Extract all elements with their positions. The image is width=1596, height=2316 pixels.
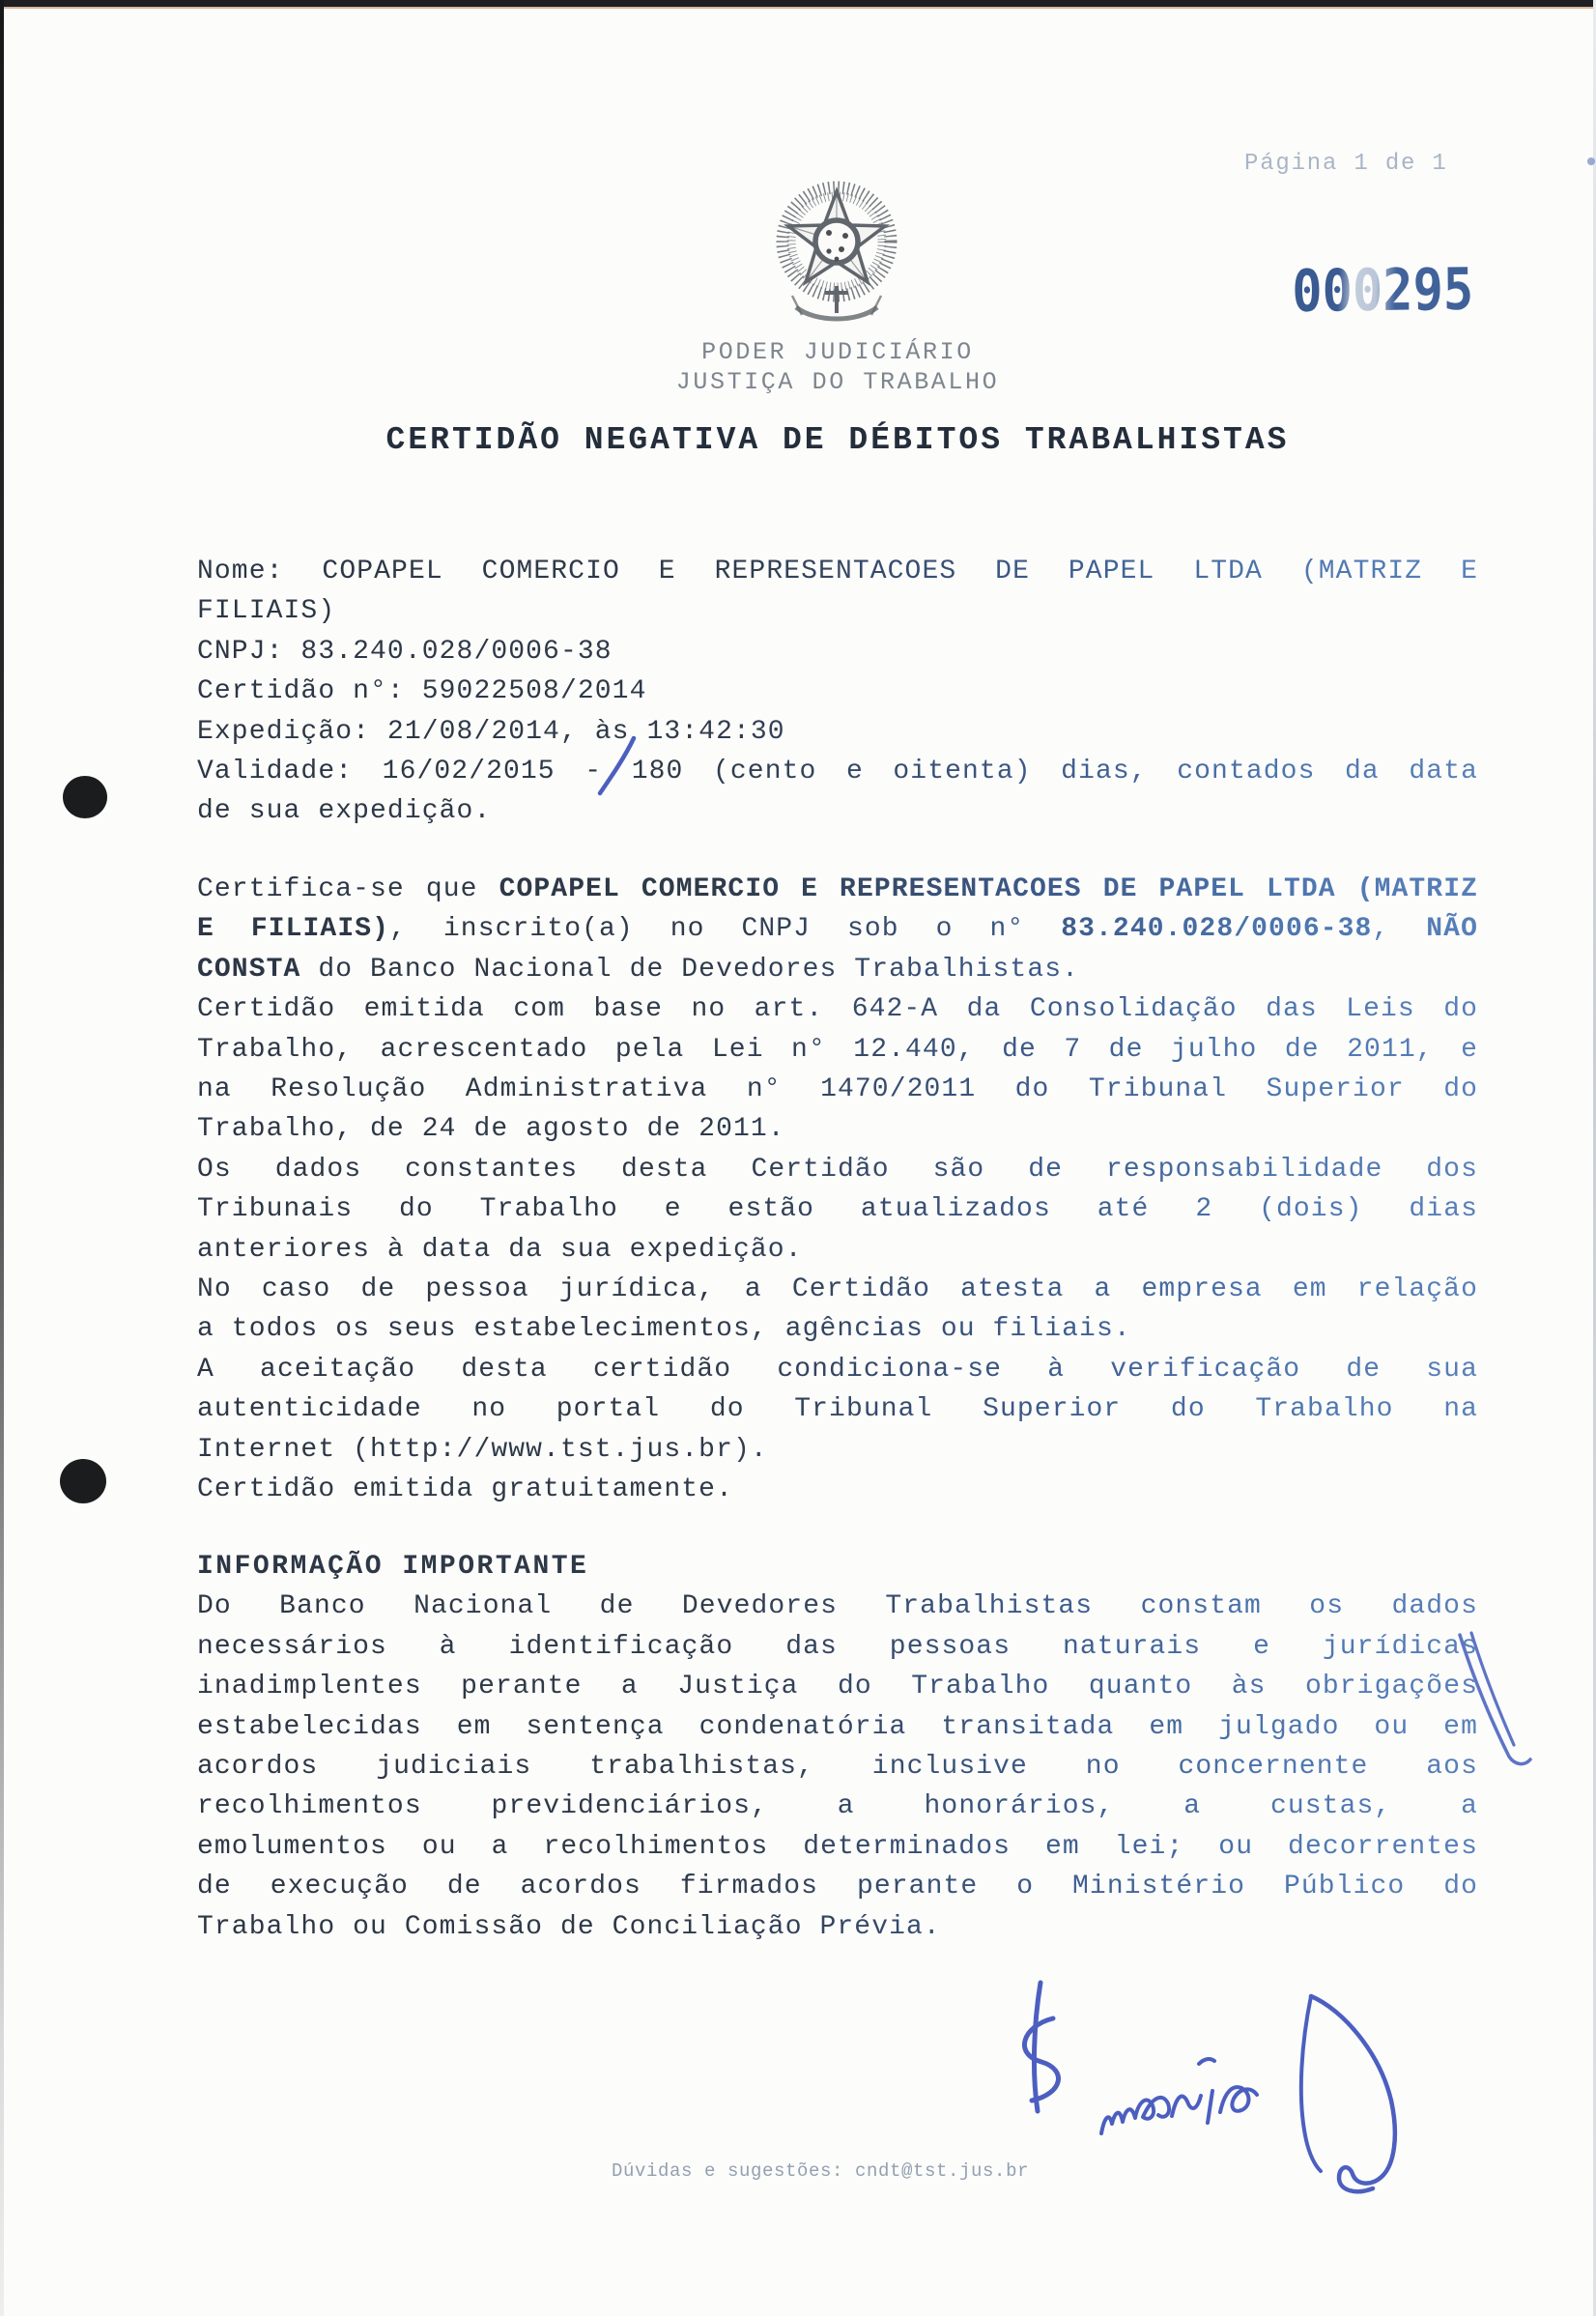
brazil-coat-of-arms-icon	[769, 180, 904, 325]
handwritten-initials-accent	[1199, 2059, 1214, 2064]
text-line: No caso de pessoa jurídica, a Certidão atesta a empresa em relação	[197, 1270, 1478, 1309]
text-line: Expedição: 21/08/2014, às 13:42:30	[197, 712, 1478, 752]
text-line: Trabalho ou Comissão de Conciliação Prévia.	[197, 1907, 1478, 1947]
text-line: emolumentos ou a recolhimentos determinados em lei; ou decorrentes	[197, 1827, 1478, 1867]
important-info-text	[197, 1587, 1478, 1947]
text-line: estabelecidas em sentença condenatória transitada em julgado ou em	[197, 1707, 1478, 1747]
text-line: Nome: COPAPEL COMERCIO E REPRESENTACOES DE PAPEL LTDA (MATRIZ E	[197, 552, 1478, 591]
signature-flourish-scurve	[1024, 2018, 1058, 2101]
text-line: acordos judiciais trabalhistas, inclusive no concernente aos	[197, 1747, 1478, 1787]
page-number-label: Página 1 de 1	[1244, 151, 1448, 177]
text-line: Validade: 16/02/2015 - 180 (cento e oitenta) dias, contados da data	[197, 752, 1478, 791]
org-line-poder-judiciario: PODER JUDICIÁRIO	[701, 338, 974, 366]
text-line: FILIAIS)	[197, 591, 1478, 631]
signature-loop-outer	[1311, 1996, 1395, 2191]
text-line: Internet (http://www.tst.jus.br).	[197, 1430, 1478, 1470]
text-line: recolhimentos previdenciários, a honorários, a custas, a	[197, 1787, 1478, 1826]
text-line: Trabalho, de 24 de agosto de 2011.	[197, 1109, 1478, 1149]
certification-body	[197, 870, 1478, 1510]
signature-flourish-mark	[1034, 1983, 1040, 2111]
text-line: de execução de acordos firmados perante o Ministério Público do	[197, 1867, 1478, 1906]
text-line: Tribunais do Trabalho e estão atualizados até 2 (dois) dias	[197, 1189, 1478, 1229]
text-line: E FILIAIS), inscrito(a) no CNPJ sob o n° 83.240.028/0006-38, NÃO	[197, 909, 1478, 949]
signature-loop-inner	[1301, 1996, 1321, 2171]
text-line: CONSTA do Banco Nacional de Devedores Trabalhistas.	[197, 950, 1478, 989]
handwritten-initials-tail	[1208, 2087, 1257, 2123]
hole-punch-mark-2	[60, 1459, 106, 1503]
text-line: de sua expedição.	[197, 791, 1478, 831]
important-info-heading: INFORMAÇÃO IMPORTANTE	[197, 1547, 1478, 1587]
hole-punch-mark-1	[63, 776, 107, 818]
text-line: Certidão emitida com base no art. 642-A da Consolidação das Leis do	[197, 989, 1478, 1029]
text-line: necessários à identificação das pessoas naturais e jurídicas	[197, 1627, 1478, 1667]
text-line: Do Banco Nacional de Devedores Trabalhistas constam os dados	[197, 1587, 1478, 1626]
text-line: Certifica-se que COPAPEL COMERCIO E REPRESENTACOES DE PAPEL LTDA (MATRIZ	[197, 870, 1478, 909]
text-line: a todos os seus estabelecimentos, agências ou filiais.	[197, 1309, 1478, 1349]
text-line: Os dados constantes desta Certidão são de responsabilidade dos	[197, 1150, 1478, 1189]
footer-contact-note: Dúvidas e sugestões: cndt@tst.jus.br	[612, 2160, 1030, 2182]
text-line: A aceitação desta certidão condiciona-se à verificação de sua	[197, 1350, 1478, 1389]
text-line: CNPJ: 83.240.028/0006-38	[197, 632, 1478, 672]
scan-border-top-tint	[0, 7, 1596, 9]
scan-border-top	[0, 0, 1596, 7]
text-line: anteriores à data da sua expedição.	[197, 1230, 1478, 1270]
text-line: Trabalho, acrescentado pela Lei n° 12.440, de 7 de julho de 2011, e	[197, 1030, 1478, 1070]
handwritten-initials-mark	[1101, 2096, 1201, 2133]
org-line-justica-do-trabalho: JUSTIÇA DO TRABALHO	[675, 368, 1000, 396]
org-header	[197, 337, 1478, 397]
document-title: CERTIDÃO NEGATIVA DE DÉBITOS TRABALHISTAS	[385, 422, 1290, 458]
document-number-stamp: 000295	[1292, 256, 1474, 326]
important-info-section	[197, 1547, 1478, 1947]
certificate-details	[197, 552, 1478, 832]
text-line: inadimplentes perante a Justiça do Trabalho quanto às obrigações	[197, 1667, 1478, 1706]
text-line: Certidão n°: 59022508/2014	[197, 672, 1478, 711]
text-line: na Resolução Administrativa n° 1470/2011 do Tribunal Superior do	[197, 1070, 1478, 1109]
text-line: Certidão emitida gratuitamente.	[197, 1470, 1478, 1509]
text-line: autenticidade no portal do Tribunal Superior do Trabalho na	[197, 1389, 1478, 1429]
scan-border-left	[0, 0, 4, 2316]
